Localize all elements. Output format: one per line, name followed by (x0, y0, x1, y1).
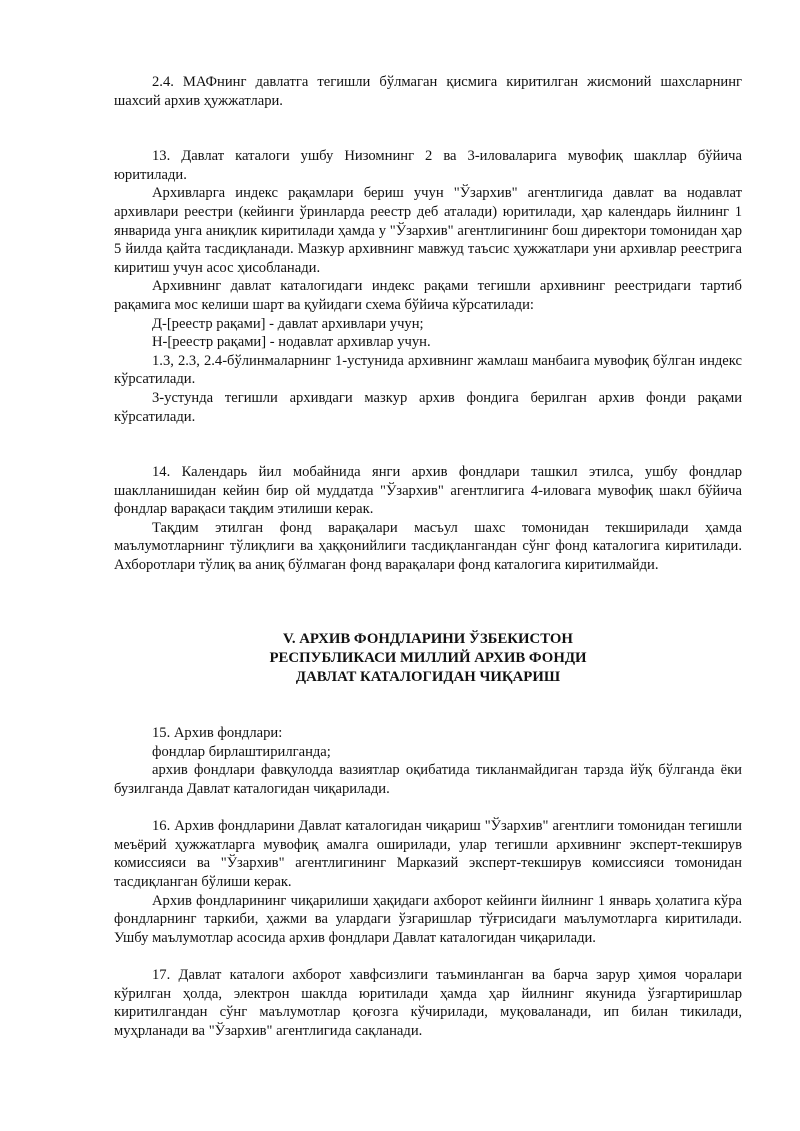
paragraph: 3-устунда тегишли архивдаги мазкур архив фондига берилган архив фонди рақами кўрсатилади. (114, 389, 742, 425)
paragraph: архив фондлари фавқулодда вазиятлар оқибатида тикланмайдиган тарзда йўқ бўлганда ёки бузилганда Давлат каталогидан чиқарилади. (114, 762, 742, 798)
paragraph: Архив фондларининг чиқарилиши ҳақидаги ахборот кейинги йилнинг 1 январь ҳолатига кўра фондларнинг таркиби, ҳажми ва улардаги ўзгаришлар тўғрисидаги маълумотларга киритилади. Ушбу маълумотлар асосида архив фондлари Давлат каталогидан чиқарилади. (114, 892, 742, 946)
spacer (114, 947, 742, 966)
paragraph: Тақдим этилган фонд варақалари масъул шахс томонидан текширилади ҳамда маълумотларнинг тўлиқлиги ва ҳаққонийлиги тасдиқлангандан сўнг фонд каталогига киритилади. Ахборотлари тўлиқ ва аниқ бўлмаган фонд варақалари фонд каталогига киритилмайди. (114, 519, 742, 574)
spacer (114, 612, 742, 631)
heading-line: V. АРХИВ ФОНДЛАРИНИ ЎЗБЕКИСТОН (283, 631, 573, 648)
paragraph: фондлар бирлаштирилганда; (152, 743, 331, 760)
spacer (114, 426, 742, 463)
section-item-14 (114, 463, 742, 575)
document-body (114, 73, 742, 1040)
spacer (114, 575, 742, 612)
section-item-16 (114, 817, 742, 947)
section-item-17 (114, 966, 742, 1040)
paragraph: 15. Архив фондлари: (152, 725, 283, 742)
section-item-15 (114, 724, 742, 798)
spacer (114, 687, 742, 724)
spacer (114, 799, 742, 818)
heading-line: ДАВЛАТ КАТАЛОГИДАН ЧИҚАРИШ (295, 669, 561, 686)
section-item-13 (114, 147, 742, 426)
paragraph: 14. Календарь йил мобайнида янги архив фондлари ташкил этилса, ушбу фондлар шаклланишидан кейин бир ой муддатда "Ўзархив" агентлигига 4-иловага мувофиқ шакл бўйича фондлар варақаси тақдим этилиши керак. (114, 464, 742, 518)
paragraph: 13. Давлат каталоги ушбу Низомнинг 2 ва 3-иловаларига мувофиқ шакллар бўйича юритилади. (114, 148, 742, 183)
paragraph: 1.3, 2.3, 2.4-бўлинмаларнинг 1-устунида архивнинг жамлаш манбаига мувофиқ бўлган индекс кўрсатилади. (114, 352, 742, 388)
paragraph: Архивларга индекс рақамлари бериш учун "Ўзархив" агентлигида давлат ва нодавлат архивлари реестри (кейинги ўринларда реестр деб аталади) юритилади, ҳар календарь йилнинг 1 январида унга аниқлик киритилади ҳамда у "Ўзархив" агентлигининг бош директори томонидан ҳар 5 йилда қайта тасдиқланади. Мазкур архивнинг мавжуд таъсис ҳужжатлари уни архивлар реестрига киритиш учун асос ҳисобланади. (114, 185, 742, 276)
paragraph: Архивнинг давлат каталогидаги индекс рақами тегишли архивнинг реестридаги тартиб рақамига мос келиши шарт ва қуйидаги схема бўйича кўрсатилади: (114, 278, 742, 313)
paragraph-2-4: 2.4. МАФнинг давлатга тегишли бўлмаган қисмига киритилган жисмоний шахсларнинг шахсий архив ҳужжатлари. (114, 74, 742, 109)
paragraph: Н-[реестр рақами] - нодавлат архивлар учун. (152, 334, 431, 351)
heading-line: РЕСПУБЛИКАСИ МИЛЛИЙ АРХИВ ФОНДИ (269, 650, 587, 667)
spacer (114, 110, 742, 147)
paragraph: Д-[реестр рақами] - давлат архивлари учун; (152, 315, 424, 332)
chapter-heading (114, 630, 742, 687)
paragraph: 17. Давлат каталоги ахборот хавфсизлиги таъминланган ва барча зарур ҳимоя чоралари кўрилган ҳолда, электрон шаклда юритилади ҳамда ҳар йилнинг якунида ўзгартиришлар киритилгандан сўнг маълумотлар қоғозга кўчирилади, муқоваланади, ип билан тикилади, муҳрланади ва "Ўзархив" агентлигида сақланади. (114, 966, 742, 1039)
paragraph: 16. Архив фондларини Давлат каталогидан чиқариш "Ўзархив" агентлиги томонидан тегишли меъёрий ҳужжатларга мувофиқ амалга оширилади, улар тегишли архивнинг эксперт-текширув комиссияси ва "Ўзархив" агентлигининг Марказий эксперт-текширув комиссияси томонидан тасдиқланган бўлиши керак. (114, 818, 742, 890)
